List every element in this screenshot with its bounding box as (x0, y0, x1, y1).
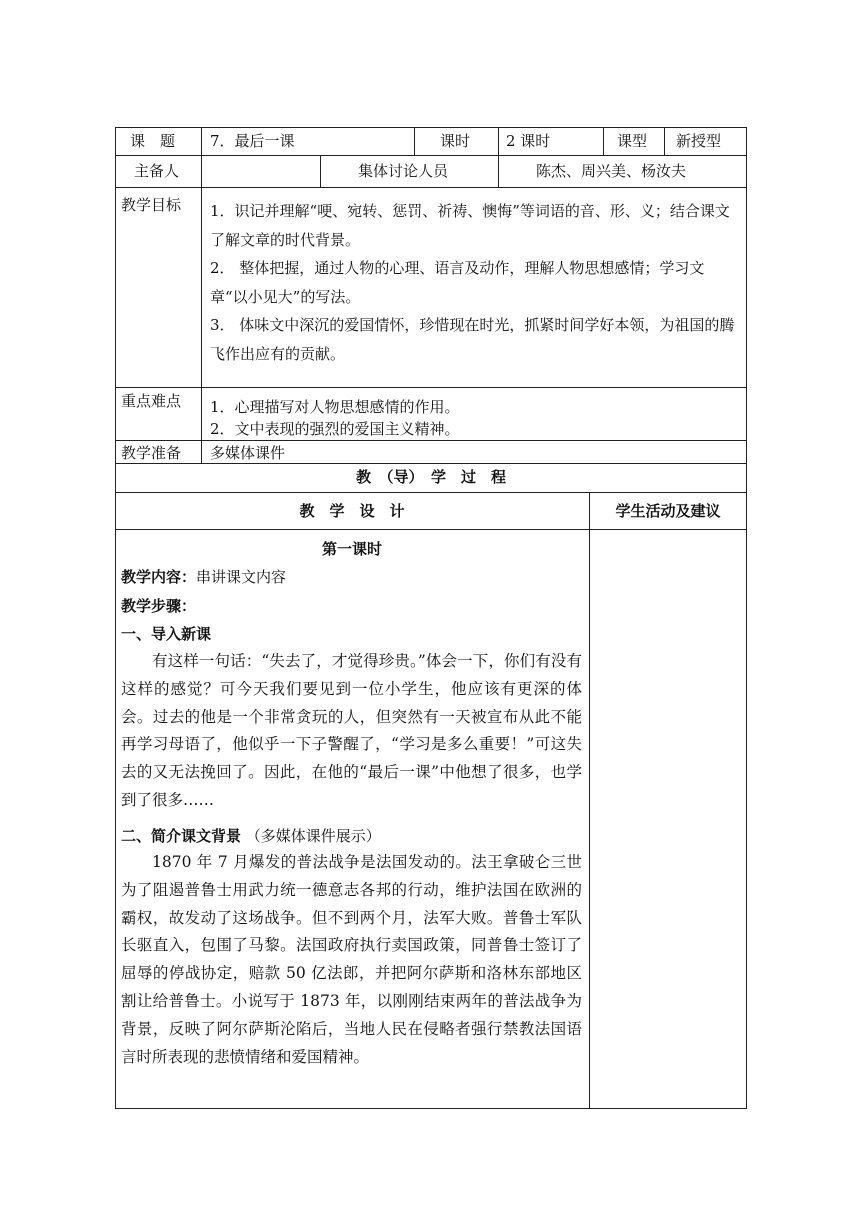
col-divider (414, 127, 415, 156)
hours-label: 课时 (440, 132, 471, 150)
goal-item: 2． 整体把握，通过人物的心理、语言及动作，理解人物思想感情；学习文章“以小见大”的写法。 (210, 259, 705, 306)
row-divider (115, 440, 747, 441)
goals-label: 教学目标 (121, 196, 182, 214)
student-header: 学生活动及建议 (615, 502, 721, 520)
type-value: 新授型 (676, 132, 722, 150)
process-title: 教 （导） 学 过 程 (355, 468, 506, 486)
col-divider (498, 155, 499, 188)
table-border-right (746, 127, 747, 1109)
lead-label: 主备人 (134, 162, 180, 180)
content-line (121, 567, 286, 587)
row-divider (115, 463, 747, 464)
keypoint-item: 1．心理描写对人物思想感情的作用。 (210, 398, 460, 416)
section1-text: 有这样一句话：“失去了，才觉得珍贵。”体会一下，你们有没有这样的感觉？可今天我们要见到一位小学生，他应该有更深的体会。过去的他是一个非常贪玩的人，但突然有一天被宣布从此不能再学习母语了，他似乎一下子警醒了，“学习是多么重要！”可这失去的又无法挽回了。因此，在他的“最后一课”中他想了很多，也学到了很多…… (121, 652, 582, 809)
student-activity-cell (590, 530, 746, 1108)
content-label: 教学内容： (121, 568, 197, 586)
content-value: 串讲课文内容 (196, 568, 287, 586)
section2-text: 1870 年 7 月爆发的普法战争是法国发动的。法王拿破仑三世为了阻遏普鲁士用武力统一德意志各邦的行动，维护法国在欧洲的霸权，故发动了这场战争。但不到两个月，法军大败。普鲁士军队长驱直入，包围了马黎。法国政府执行卖国政策，同普鲁士签订了屈辱的停战协定，赔款 50 亿法郎，并把阿尔萨斯和洛林东部地区割让给普鲁士。小说写于 1873 年，以刚刚结束两年的普法战争为背景，反映了阿尔萨斯沦陷后，当地人民在侵略者强行禁教法国语言时所表现的悲愤情绪和爱国精神。 (121, 853, 582, 1066)
lesson-title: 第一课时 (321, 540, 382, 558)
col-divider (320, 155, 321, 188)
goal-item: 3． 体味文中深沉的爱国情怀，珍惜现在时光，抓紧时间学好本领，为祖国的腾飞作出应有的贡献。 (210, 316, 735, 363)
prep-label: 教学准备 (121, 444, 182, 462)
row-divider (115, 187, 747, 188)
section1-title: 一、导入新课 (121, 625, 212, 643)
section2-note: （多媒体课件展示） (245, 827, 381, 845)
section2-line (121, 826, 381, 846)
row-divider (115, 387, 747, 388)
row-divider (115, 492, 747, 493)
discuss-value: 陈杰、周兴美、杨汝夫 (536, 162, 687, 180)
hours-value: 2 课时 (506, 132, 551, 150)
type-label: 课型 (617, 132, 648, 150)
steps-label: 教学步骤： (121, 597, 197, 615)
section2-title: 二、简介课文背景 (121, 827, 242, 845)
col-divider (498, 127, 499, 156)
topic-label: 课 题 (130, 132, 176, 150)
goal-item: 1．识记并理解“哽、宛转、惩罚、祈祷、懊悔”等词语的音、形、义；结合课文了解文章的时代背景。 (210, 202, 730, 249)
col-divider (201, 187, 202, 464)
col-divider (201, 127, 202, 187)
keypoint-item: 2．文中表现的强烈的爱国主义精神。 (210, 420, 460, 438)
table-border-top (115, 127, 747, 128)
row-divider (115, 155, 747, 156)
table-border-left (115, 127, 116, 1109)
prep-value: 多媒体课件 (210, 444, 286, 462)
table-border-bottom (115, 1108, 747, 1109)
topic-value: 7．最后一课 (210, 132, 295, 150)
discuss-label: 集体讨论人员 (358, 162, 449, 180)
col-divider (664, 127, 665, 156)
col-divider (603, 127, 604, 156)
keypoints-label: 重点难点 (121, 392, 182, 410)
design-header: 教 学 设 计 (299, 502, 405, 520)
